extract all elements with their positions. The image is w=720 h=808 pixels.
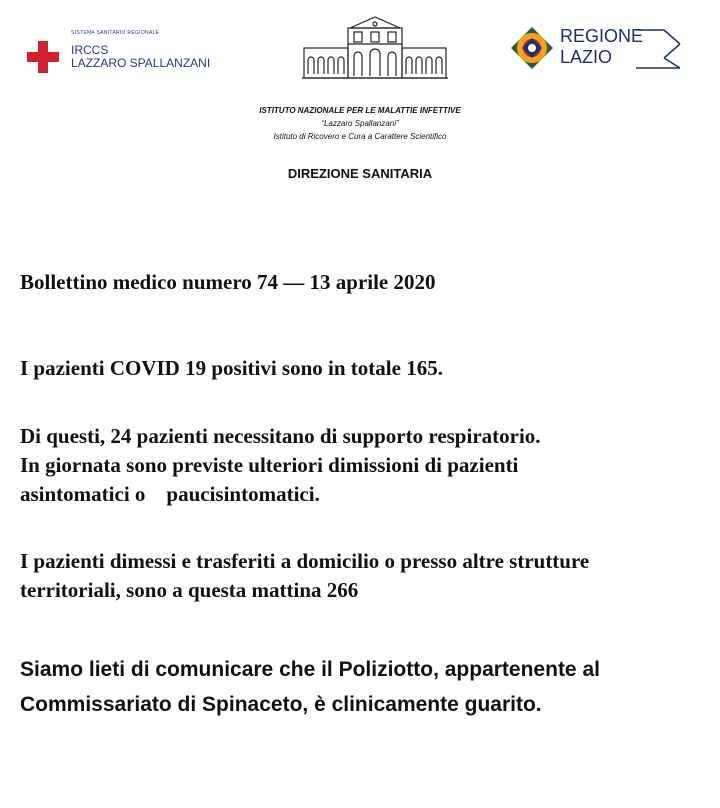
total-positive-paragraph: I pazienti COVID 19 positivi sono in totale 165. — [20, 356, 443, 380]
regione-lazio-chevron-icon — [636, 26, 686, 72]
institute-subtitle: Istituto di Ricovero e Cura a Carattere Scientifico — [273, 132, 447, 141]
regione-label: REGIONE — [560, 26, 644, 46]
irccs-logo — [26, 30, 226, 80]
irccs-system-label: SISTEMA SANITARIO REGIONALE — [71, 30, 160, 36]
discharges-line: In giornata sono previste ulteriori dimissioni di pazienti — [20, 453, 519, 477]
red-cross-icon — [26, 40, 60, 74]
announcement-line: Siamo lieti di comunicare che il Poliziotto, appartenente al — [20, 658, 600, 681]
regione-lazio-emblem-icon — [510, 26, 554, 70]
irccs-label: IRCCS — [71, 43, 109, 57]
bulletin-heading: Bollettino medico numero 74 — 13 aprile 2020 — [20, 270, 436, 294]
building-icon — [302, 14, 448, 82]
respiratory-support-line: Di questi, 24 pazienti necessitano di supporto respiratorio. — [20, 424, 541, 448]
discharges-line-continued: asintomatici o paucisintomatici. — [20, 482, 320, 506]
department-heading: DIREZIONE SANITARIA — [287, 166, 433, 181]
regione-lazio-logo — [510, 22, 690, 78]
irccs-name: LAZZARO SPALLANZANI — [71, 56, 211, 70]
lazio-label: LAZIO — [560, 47, 613, 67]
announcement-line-continued: Commissariato di Spinaceto, è clinicamente guarito. — [20, 693, 542, 716]
discharged-patients-line-continued: territoriali, sono a questa mattina 266 — [20, 578, 359, 602]
discharged-patients-line: I pazienti dimessi e trasferiti a domicilio o presso altre strutture — [20, 549, 590, 573]
institute-name: “Lazzaro Spallanzani” — [321, 119, 399, 128]
institute-title: ISTITUTO NAZIONALE PER LE MALATTIE INFETTIVE — [259, 106, 461, 115]
